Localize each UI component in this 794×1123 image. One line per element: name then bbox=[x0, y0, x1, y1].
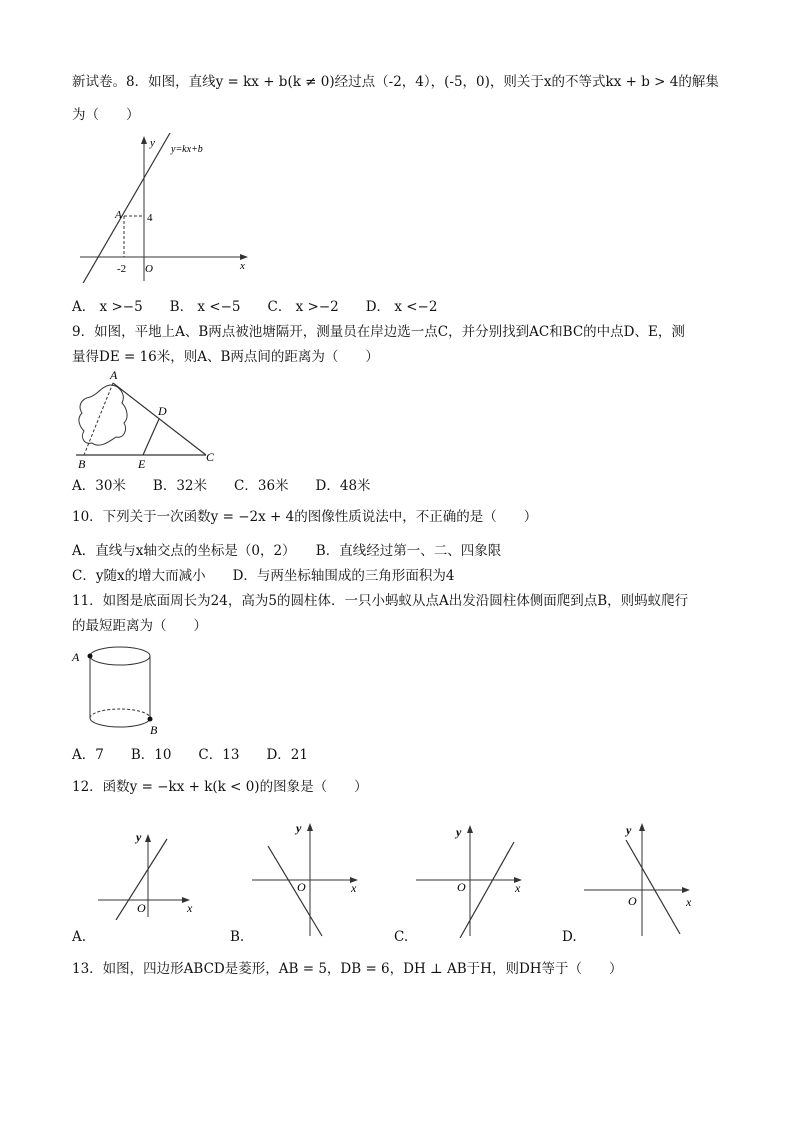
point-b-label: B bbox=[78, 457, 86, 471]
point-b-label: B bbox=[150, 723, 158, 737]
q10-stem: 10．下列关于一次函数y = −2x + 4的图像性质说法中，不正确的是（ ） bbox=[72, 509, 538, 525]
graph-line bbox=[268, 846, 322, 936]
point-a-label: A bbox=[72, 650, 80, 664]
line-kx-b bbox=[82, 133, 170, 283]
cylinder-bottom-front bbox=[90, 718, 150, 727]
origin-label: O bbox=[457, 880, 466, 894]
point-d-label: D bbox=[158, 404, 167, 418]
origin-label: O bbox=[297, 880, 306, 894]
q11-cylinder-figure bbox=[68, 644, 168, 739]
origin-label: O bbox=[137, 901, 146, 915]
x-label: x bbox=[686, 895, 692, 909]
tick-4: 4 bbox=[147, 212, 153, 224]
cylinder-top bbox=[90, 647, 150, 665]
q12-graph-b bbox=[250, 818, 365, 938]
origin-label: O bbox=[145, 263, 153, 275]
x-label: x bbox=[515, 881, 521, 895]
q12-option-a: A. bbox=[72, 929, 87, 945]
q9-stem-line2: 量得DE = 16米，则A、B两点间的距离为（ ） bbox=[72, 349, 379, 365]
graph-line bbox=[460, 842, 514, 938]
q9-stem-line1: 9．如图，平地上A、B两点被池塘隔开，测量员在岸边选一点C，并分别找到AC和BC的中点D、E，测 bbox=[72, 324, 685, 340]
q8-stem-line2: 为（ ） bbox=[72, 107, 140, 123]
point-c-label: C bbox=[206, 450, 215, 464]
y-axis-arrow bbox=[145, 834, 151, 842]
origin-label: O bbox=[628, 894, 637, 908]
q12-graph-d bbox=[582, 818, 697, 938]
q8-stem-line1: 新试卷。8．如图，直线y = kx + b(k ≠ 0)经过点（-2，4），(-5，0)，则关于x的不等式kx + b > 4的解集 bbox=[72, 74, 719, 90]
q12-option-d: D. bbox=[562, 929, 577, 945]
y-label: y bbox=[296, 821, 302, 835]
point-a-label: A bbox=[115, 209, 122, 221]
y-label: y bbox=[626, 823, 632, 837]
y-label: y bbox=[150, 137, 155, 149]
q12-option-b: B. bbox=[230, 929, 245, 945]
point-a bbox=[88, 654, 93, 659]
x-label: x bbox=[351, 881, 357, 895]
y-axis-arrow bbox=[307, 823, 313, 831]
point-b bbox=[148, 717, 153, 722]
y-axis-arrow bbox=[467, 825, 473, 833]
point-e-label: E bbox=[138, 457, 146, 471]
q10-options-ab: A．直线与x轴交点的坐标是（0，2） B．直线经过第一、二、四象限 bbox=[72, 543, 502, 559]
y-label: y bbox=[456, 825, 462, 839]
y-axis-arrow bbox=[639, 823, 645, 831]
q12-stem: 12．函数y = −kx + k(k < 0)的图象是（ ） bbox=[72, 779, 368, 795]
q12-graph-c bbox=[414, 820, 529, 938]
y-label: y bbox=[136, 830, 142, 844]
x-label: x bbox=[240, 260, 245, 272]
q9-options: A．30米 B．32米 C．36米 D．48米 bbox=[72, 478, 371, 494]
q8-options: A． x >−5 B． x <−5 C． x >−2 D． x <−2 bbox=[72, 299, 438, 315]
q12-option-c: C. bbox=[394, 929, 409, 945]
graph-line bbox=[626, 840, 680, 934]
q9-figure bbox=[70, 367, 220, 472]
pond-outline bbox=[79, 385, 127, 445]
y-axis-arrow bbox=[141, 136, 147, 144]
q11-stem-line1: 11．如图是底面周长为24，高为5的圆柱体．一只小蚂蚁从点A出发沿圆柱体侧面爬到点B，则蚂蚁爬行 bbox=[72, 593, 689, 609]
line-de bbox=[143, 419, 159, 455]
q10-options-cd: C．y随x的增大而减小 D．与两坐标轴围成的三角形面积为4 bbox=[72, 568, 455, 584]
x-label: x bbox=[187, 901, 193, 915]
q11-stem-line2: 的最短距离为（ ） bbox=[72, 618, 207, 634]
x-axis-arrow bbox=[682, 887, 690, 893]
q12-graph-a bbox=[96, 825, 201, 920]
line-ab-dashed bbox=[84, 383, 113, 455]
cylinder-bottom-back bbox=[90, 709, 150, 718]
q11-options: A．7 B．10 C．13 D．21 bbox=[72, 747, 308, 763]
tick-minus2: -2 bbox=[117, 263, 127, 275]
q13-stem: 13．如图，四边形ABCD是菱形，AB = 5，DB = 6，DH ⊥ AB于H，则DH等于（ ） bbox=[72, 961, 623, 977]
line-label: y=kx+b bbox=[171, 144, 203, 155]
q8-figure bbox=[78, 133, 253, 283]
point-a-label: A bbox=[110, 368, 118, 382]
